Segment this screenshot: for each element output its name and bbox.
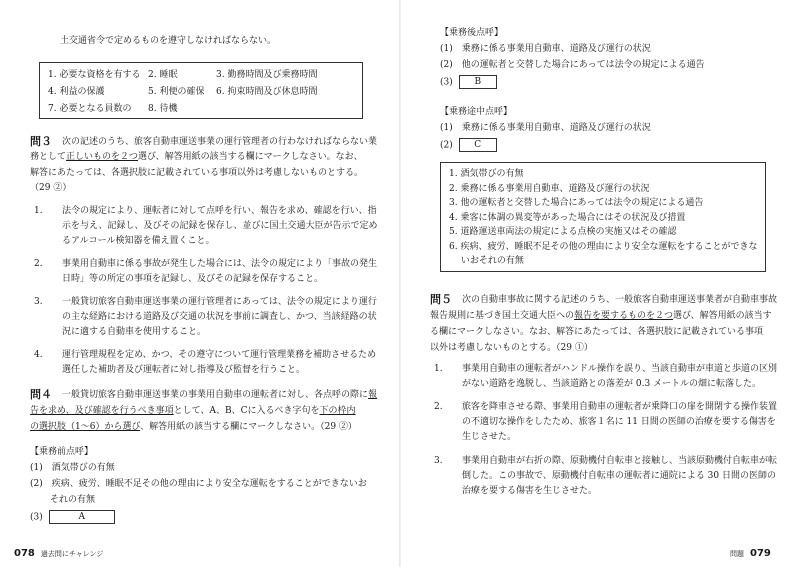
intro-text: 土交通省令で定めるものを遵守しなければならない。 <box>60 36 277 46</box>
q3-item-text: 示を与え、記録し、及びその記録を保存し、並びに国土交通大臣が告示で定め <box>62 221 378 231</box>
q5-item-text: 旅客を降車させる際、事業用自動車の運転者が乗降口の扉を開閉する操作装置 <box>462 402 778 412</box>
question-5-label: 問５ <box>430 293 452 306</box>
option: 8. 待機 <box>148 104 178 114</box>
q3-line: 次の記述のうち、旅客自動車運送事業の運行管理者の行わなければならない業 <box>62 137 378 147</box>
q3-item-num: 2. <box>34 259 43 269</box>
right-footer <box>730 541 771 560</box>
q5-item-text: 治療を要する傷害を生じさせた。 <box>462 486 598 496</box>
section-title-after-duty: 【乗務後点呼】 <box>440 28 504 38</box>
option: 7. 必要となる員数の <box>48 104 132 114</box>
option: 3. 他の運転者と交替した場合にあっては法令の規定による通告 <box>449 198 704 208</box>
q4-line: 告を求め、及び確認を行うべき事項として、A、B、Cに入るべき字句を下の枠内 <box>30 406 356 416</box>
question-4-label: 問４ <box>30 388 52 401</box>
q5-item-num: 1. <box>434 364 443 374</box>
q3-item-text: るアルコール検知器を備え置くこと。 <box>62 236 215 246</box>
answer-blank-a: A <box>49 510 115 524</box>
q3-line: （29 ②） <box>30 183 72 193</box>
q5-line: 報告規則に基づき国土交通大臣への報告を要するものを２つ選び、解答用紙の該当す <box>430 311 772 321</box>
question-3-label: 問３ <box>30 135 52 148</box>
q5-item-text: 事業用自動車が右折の際、原動機付自転車と接触し、当該原動機付自転車が転 <box>462 456 778 466</box>
after-blank-row: (3) B <box>440 75 497 91</box>
during-item: (1) 乗務に係る事業用自動車、道路及び運行の状況 <box>440 123 651 133</box>
q3-line: 解答にあたっては、各選択肢に記載されている事項以外は考慮しないものとする。 <box>30 168 364 178</box>
q3-item-text: 事業用自動車に係る事故が発生した場合には、法令の規定により「事故の発生 <box>62 259 378 269</box>
q3-item-num: 1. <box>34 206 43 216</box>
option: 5. 利便の確保 <box>148 87 205 97</box>
option: 2. 乗務に係る事業用自動車、道路及び運行の状況 <box>449 183 650 194</box>
q3-item-text: の主な経路における道路及び交通の状況を事前に調査し、かつ、当該経路の状 <box>62 312 377 322</box>
page-number: 078 <box>14 548 35 559</box>
option: 4. 利益の保護 <box>48 87 105 97</box>
section-title-before-duty: 【乗務前点呼】 <box>30 447 94 457</box>
q3-item-text: 運行管理規程を定め、かつ、その遵守について運行管理業務を補助させるため <box>62 350 377 360</box>
q3-item-text: 況に適する自動車を使用すること。 <box>62 327 207 337</box>
q3-item-text: 選任した補助者及び運転者に対し指導及び監督を行うこと。 <box>62 365 306 375</box>
option: 1. 酒気帯びの有無 <box>449 169 524 179</box>
after-item: (2) 他の運転者と交替した場合にあっては法令の規定による通告 <box>440 60 705 70</box>
q3-item-text: 一般貸切旅客自動車運送事業の運行管理者にあっては、法令の規定により運行 <box>62 297 377 307</box>
page-number: 079 <box>750 548 771 559</box>
q5-line: る欄にマークしなさい。なお、解答にあたっては、各選択肢に記載されている事項 <box>430 327 764 337</box>
option: いおそれの有無 <box>449 256 524 266</box>
option: 4. 乗客に体調の異変等があった場合にはその状況及び措置 <box>449 212 686 223</box>
q5-item-text: 生じさせた。 <box>462 432 517 442</box>
answer-blank-b: B <box>459 75 497 89</box>
during-blank-row: (2) C <box>440 138 497 154</box>
q5-item-text: 倒した。この事故で、原動機付自転車の運転者に通院による 30 日間の医師の <box>462 471 776 481</box>
q5-item-text: 事業用自動車の運転者がハンドル操作を誤り、当該自動車が車道と歩道の区別 <box>462 364 778 374</box>
q4-line: 一般貸切旅客自動車運送事業の事業用自動車の運転者に対し、各点呼の際に報 <box>62 390 378 400</box>
option <box>216 102 354 117</box>
q3-item-num: 4. <box>34 350 43 360</box>
option: 5. 道路運送車両法の規定による点検の実施又はその確認 <box>449 227 677 237</box>
option: 1. 必要な資格を有する <box>48 70 141 80</box>
before-blank-row: (3) A <box>30 510 115 526</box>
q5-item-text: がない道路を逸脱し、当該道路との落差が 0.3 メートルの畑に転落した。 <box>462 379 762 389</box>
after-item: (1) 乗務に係る事業用自動車、道路及び運行の状況 <box>440 44 651 54</box>
q5-item-text: の不適切な操作をしたため、旅客１名に 11 日間の医師の治療を要する傷害を <box>462 417 776 427</box>
section-title-during-duty: 【乗務途中点呼】 <box>440 107 513 117</box>
q5-line: 次の自動車事故に関する記述のうち、一般旅客自動車運送事業者が自動車事故 <box>462 295 778 305</box>
right-page <box>400 0 800 567</box>
option: 6. 拘束時間及び休息時間 <box>216 87 318 97</box>
option: 3. 勤務時間及び乗務時間 <box>216 70 318 80</box>
q3-item-text: 法令の規定により、運転者に対して点呼を行い、報告を求め、確認を行い、指 <box>62 206 377 216</box>
left-footer <box>14 541 103 560</box>
q5-line: 以外は考慮しないものとする。（29 ①） <box>430 343 593 353</box>
footer-tag: 問題 <box>730 550 744 558</box>
before-item: それの有無 <box>50 495 96 505</box>
before-item: (1) 酒気帯びの有無 <box>30 463 115 473</box>
q3-emphasis: 正しいものを２つ <box>66 152 139 162</box>
answer-blank-c: C <box>459 138 497 152</box>
q5-item-num: 2. <box>434 402 443 412</box>
options-box-2 <box>440 162 766 272</box>
q3-line: 務として正しいものを２つ選び、解答用紙の該当する欄にマークしなさい。なお、 <box>30 152 363 162</box>
footer-label: 過去問にチャレンジ <box>40 550 104 558</box>
option: 2. 睡眠 <box>148 70 178 80</box>
q4-line: の選択肢（1〜6）から選び、解答用紙の該当する欄にマークしなさい。（29 ②） <box>30 422 357 432</box>
before-item: (2) 疾病、疲労、睡眠不足その他の理由により安全な運転をすることができないお <box>30 479 367 489</box>
q3-item-num: 3. <box>34 297 43 307</box>
options-box-1 <box>39 62 363 119</box>
q5-item-num: 3. <box>434 456 443 466</box>
q3-item-text: 日時」等の所定の事項を記録し、及びその記録を保存すること。 <box>62 274 324 284</box>
option: 6. 疾病、疲労、睡眠不足その他の理由により安全な運転をすることができな <box>449 241 758 252</box>
